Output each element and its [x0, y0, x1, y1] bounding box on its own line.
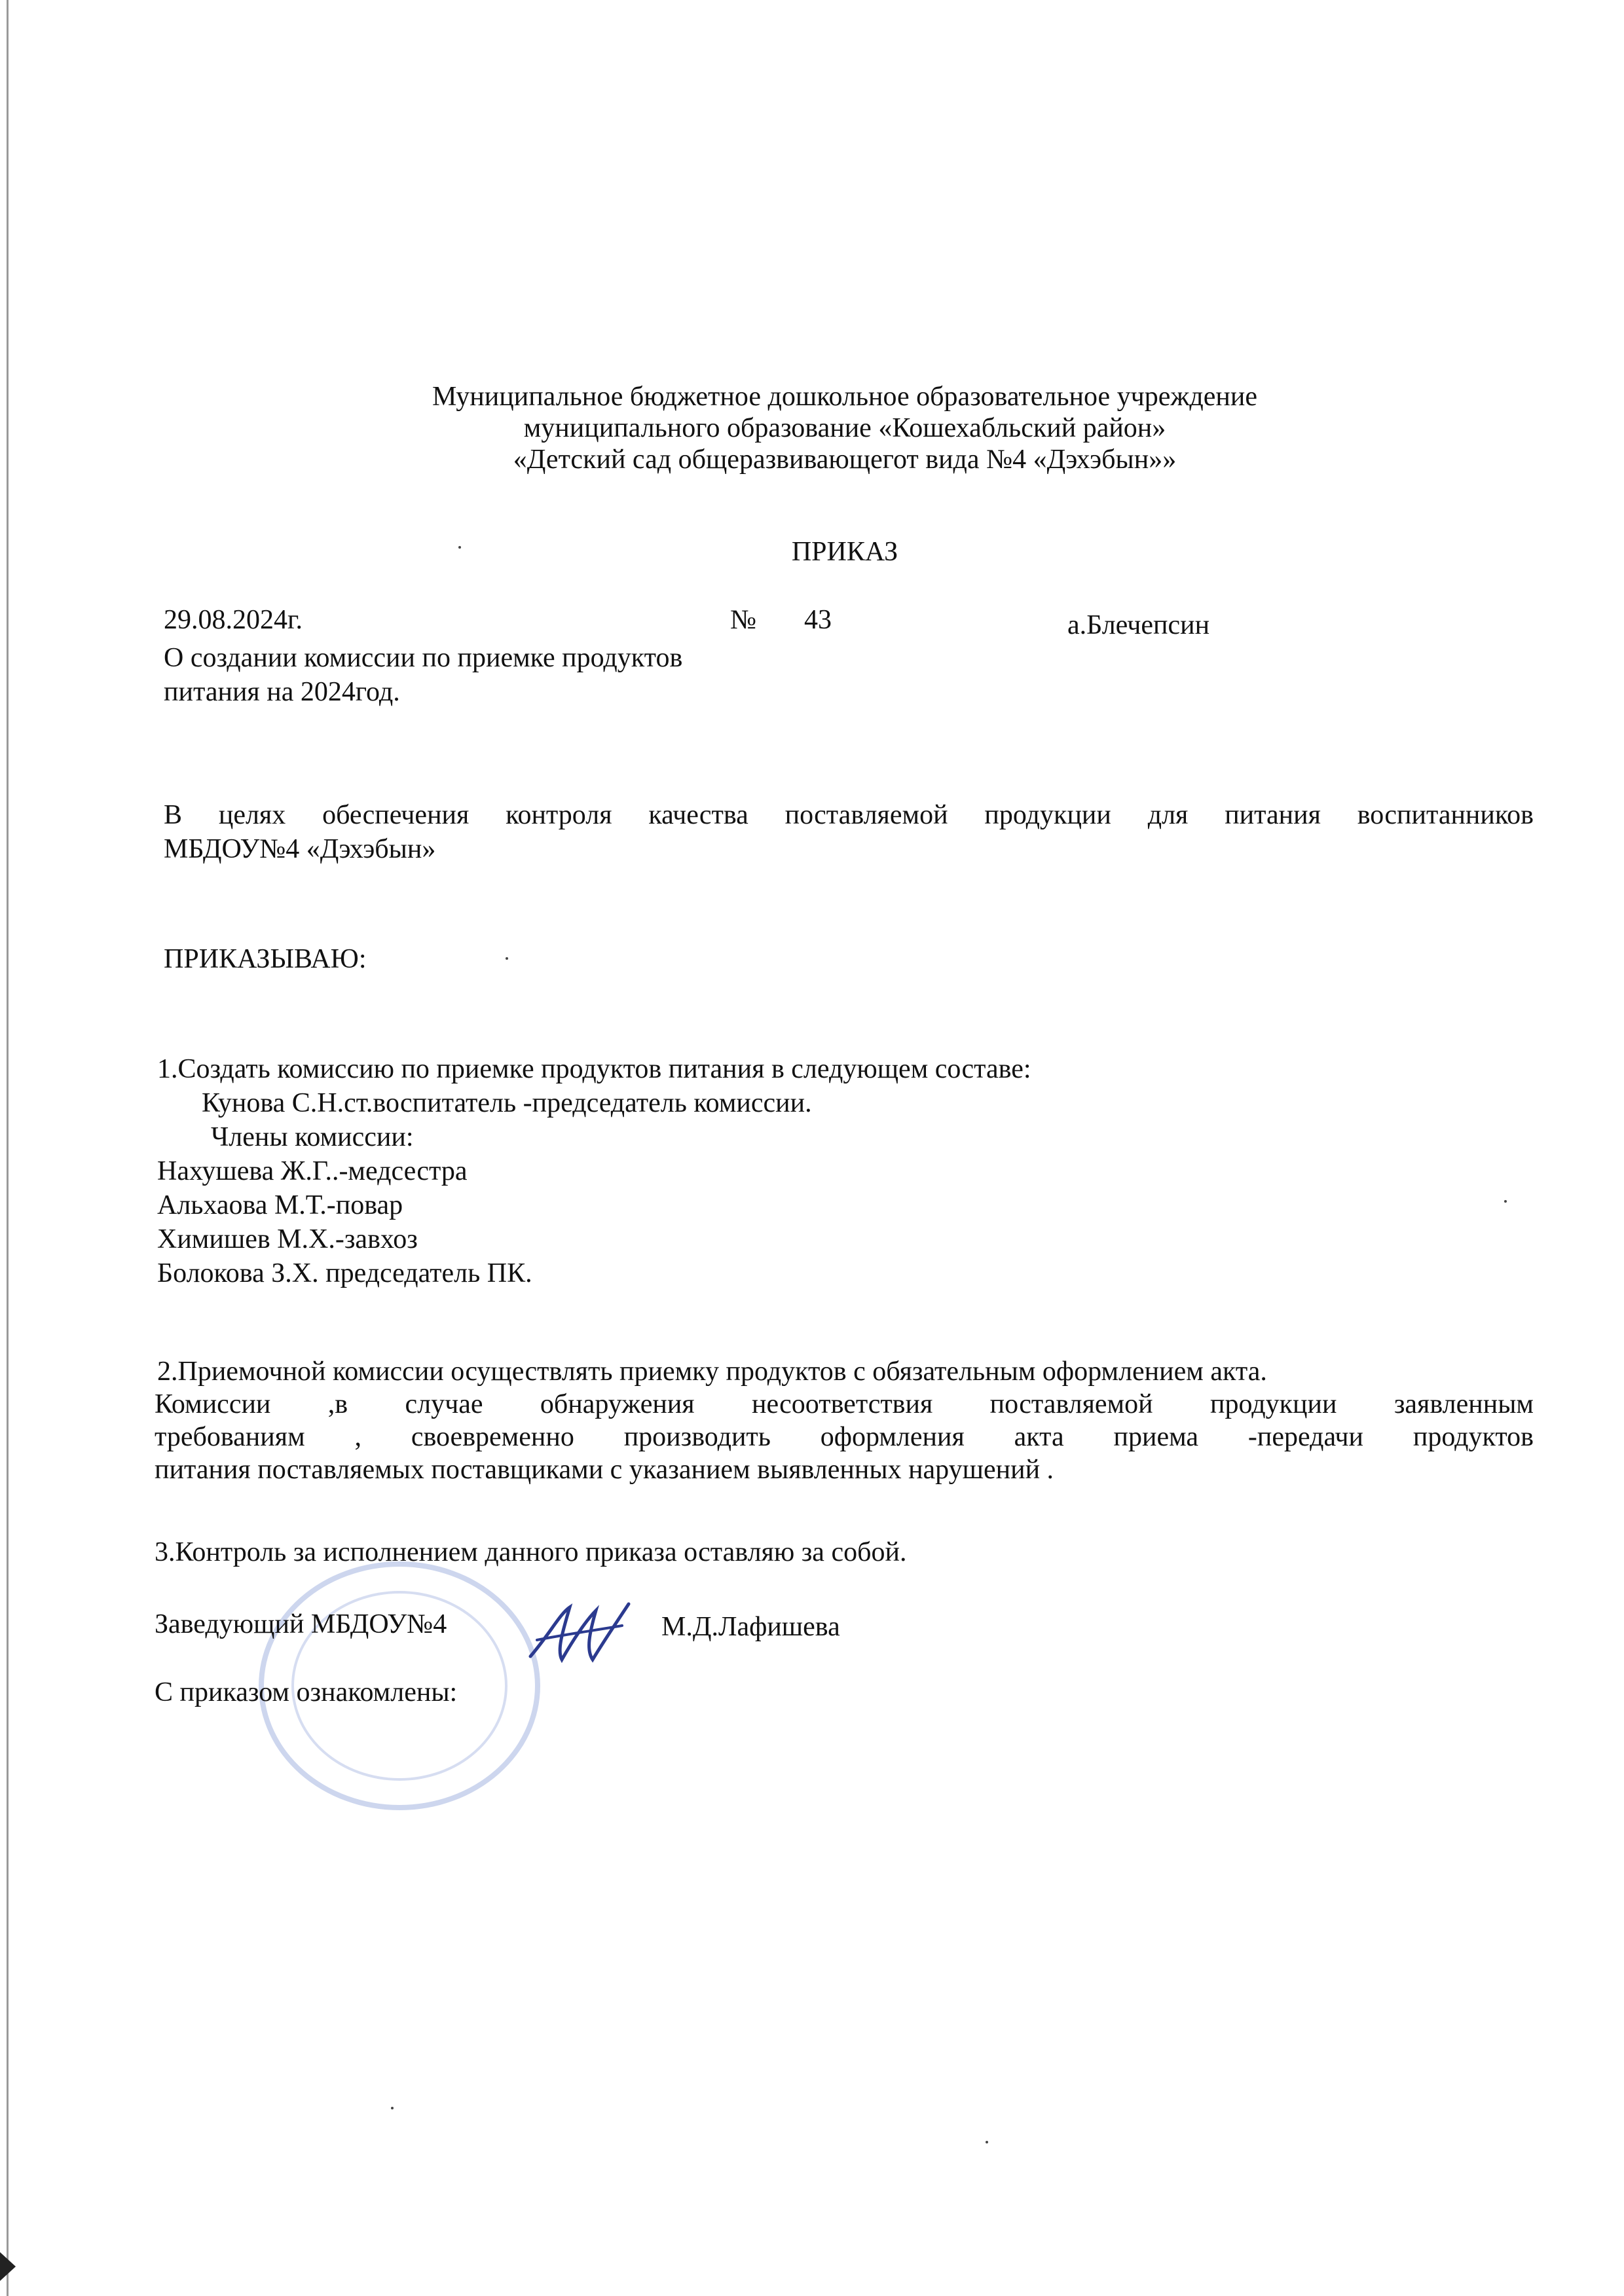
- organization-header: [196, 381, 1493, 475]
- organization-line-3: «Детский сад общеразвивающегот вида №4 «Дэхэбын»»: [513, 445, 1177, 475]
- subject-line-2: питания на 2024год.: [164, 677, 400, 707]
- scan-corner-mark: [0, 2252, 16, 2281]
- order-date: 29.08.2024г.: [164, 605, 303, 635]
- members-label: Члены комиссии:: [211, 1122, 414, 1152]
- member-3: Химишев М.Х.-завхоз: [157, 1224, 418, 1254]
- order-number-label: №: [730, 605, 757, 635]
- organization-line-2: муниципального образование «Кошехабльский район»: [523, 413, 1166, 443]
- preamble-line-2: МБДОУ№4 «Дэхэбын»: [164, 834, 436, 864]
- scan-speck: [391, 2107, 394, 2109]
- scan-speck: [986, 2141, 988, 2143]
- signatory-name: М.Д.Лафишева: [661, 1612, 840, 1642]
- item-2-line-3: требованиям , своевременно производить оформления акта приема -передачи продуктов: [155, 1422, 1534, 1452]
- order-number: 43: [804, 605, 832, 635]
- item-1-text: 1.Создать комиссию по приемке продуктов питания в следующем составе:: [157, 1054, 1031, 1084]
- scan-edge-line: [7, 0, 9, 2296]
- item-2-line-2: Комиссии ,в случае обнаружения несоответствия поставляемой продукции заявленным: [155, 1389, 1534, 1419]
- item-2-line-4: питания поставляемых поставщиками с указанием выявленных нарушений .: [155, 1455, 1054, 1485]
- subject-line-1: О создании комиссии по приемке продуктов: [164, 643, 683, 673]
- signature-position: Заведующий МБДОУ№4: [155, 1609, 447, 1639]
- member-1: Нахушева Ж.Г..-медсестра: [157, 1156, 468, 1186]
- acknowledged-label: С приказом ознакомлены:: [155, 1677, 458, 1707]
- commission-chair: Кунова С.Н.ст.воспитатель -председатель комиссии.: [202, 1088, 812, 1118]
- member-2: Альхаова М.Т.-повар: [157, 1190, 403, 1220]
- preamble-line-1: В целях обеспечения контроля качества поставляемой продукции для питания воспитанников: [164, 800, 1534, 830]
- item-2-line-1: 2.Приемочной комиссии осуществлять приемку продуктов с обязательным оформлением акта.: [157, 1357, 1267, 1387]
- order-word: ПРИКАЗЫВАЮ:: [164, 944, 367, 974]
- scan-speck: [1504, 1200, 1507, 1203]
- member-4: Болокова З.Х. председатель ПК.: [157, 1258, 532, 1288]
- organization-line-1: Муниципальное бюджетное дошкольное образовательное учреждение: [432, 382, 1257, 412]
- scan-speck: [506, 957, 508, 960]
- order-place: а.Блечепсин: [1067, 610, 1210, 640]
- item-3-text: 3.Контроль за исполнением данного приказа оставляю за собой.: [155, 1537, 907, 1567]
- document-title: ПРИКАЗ: [791, 537, 898, 567]
- handwritten-signature: [524, 1594, 635, 1679]
